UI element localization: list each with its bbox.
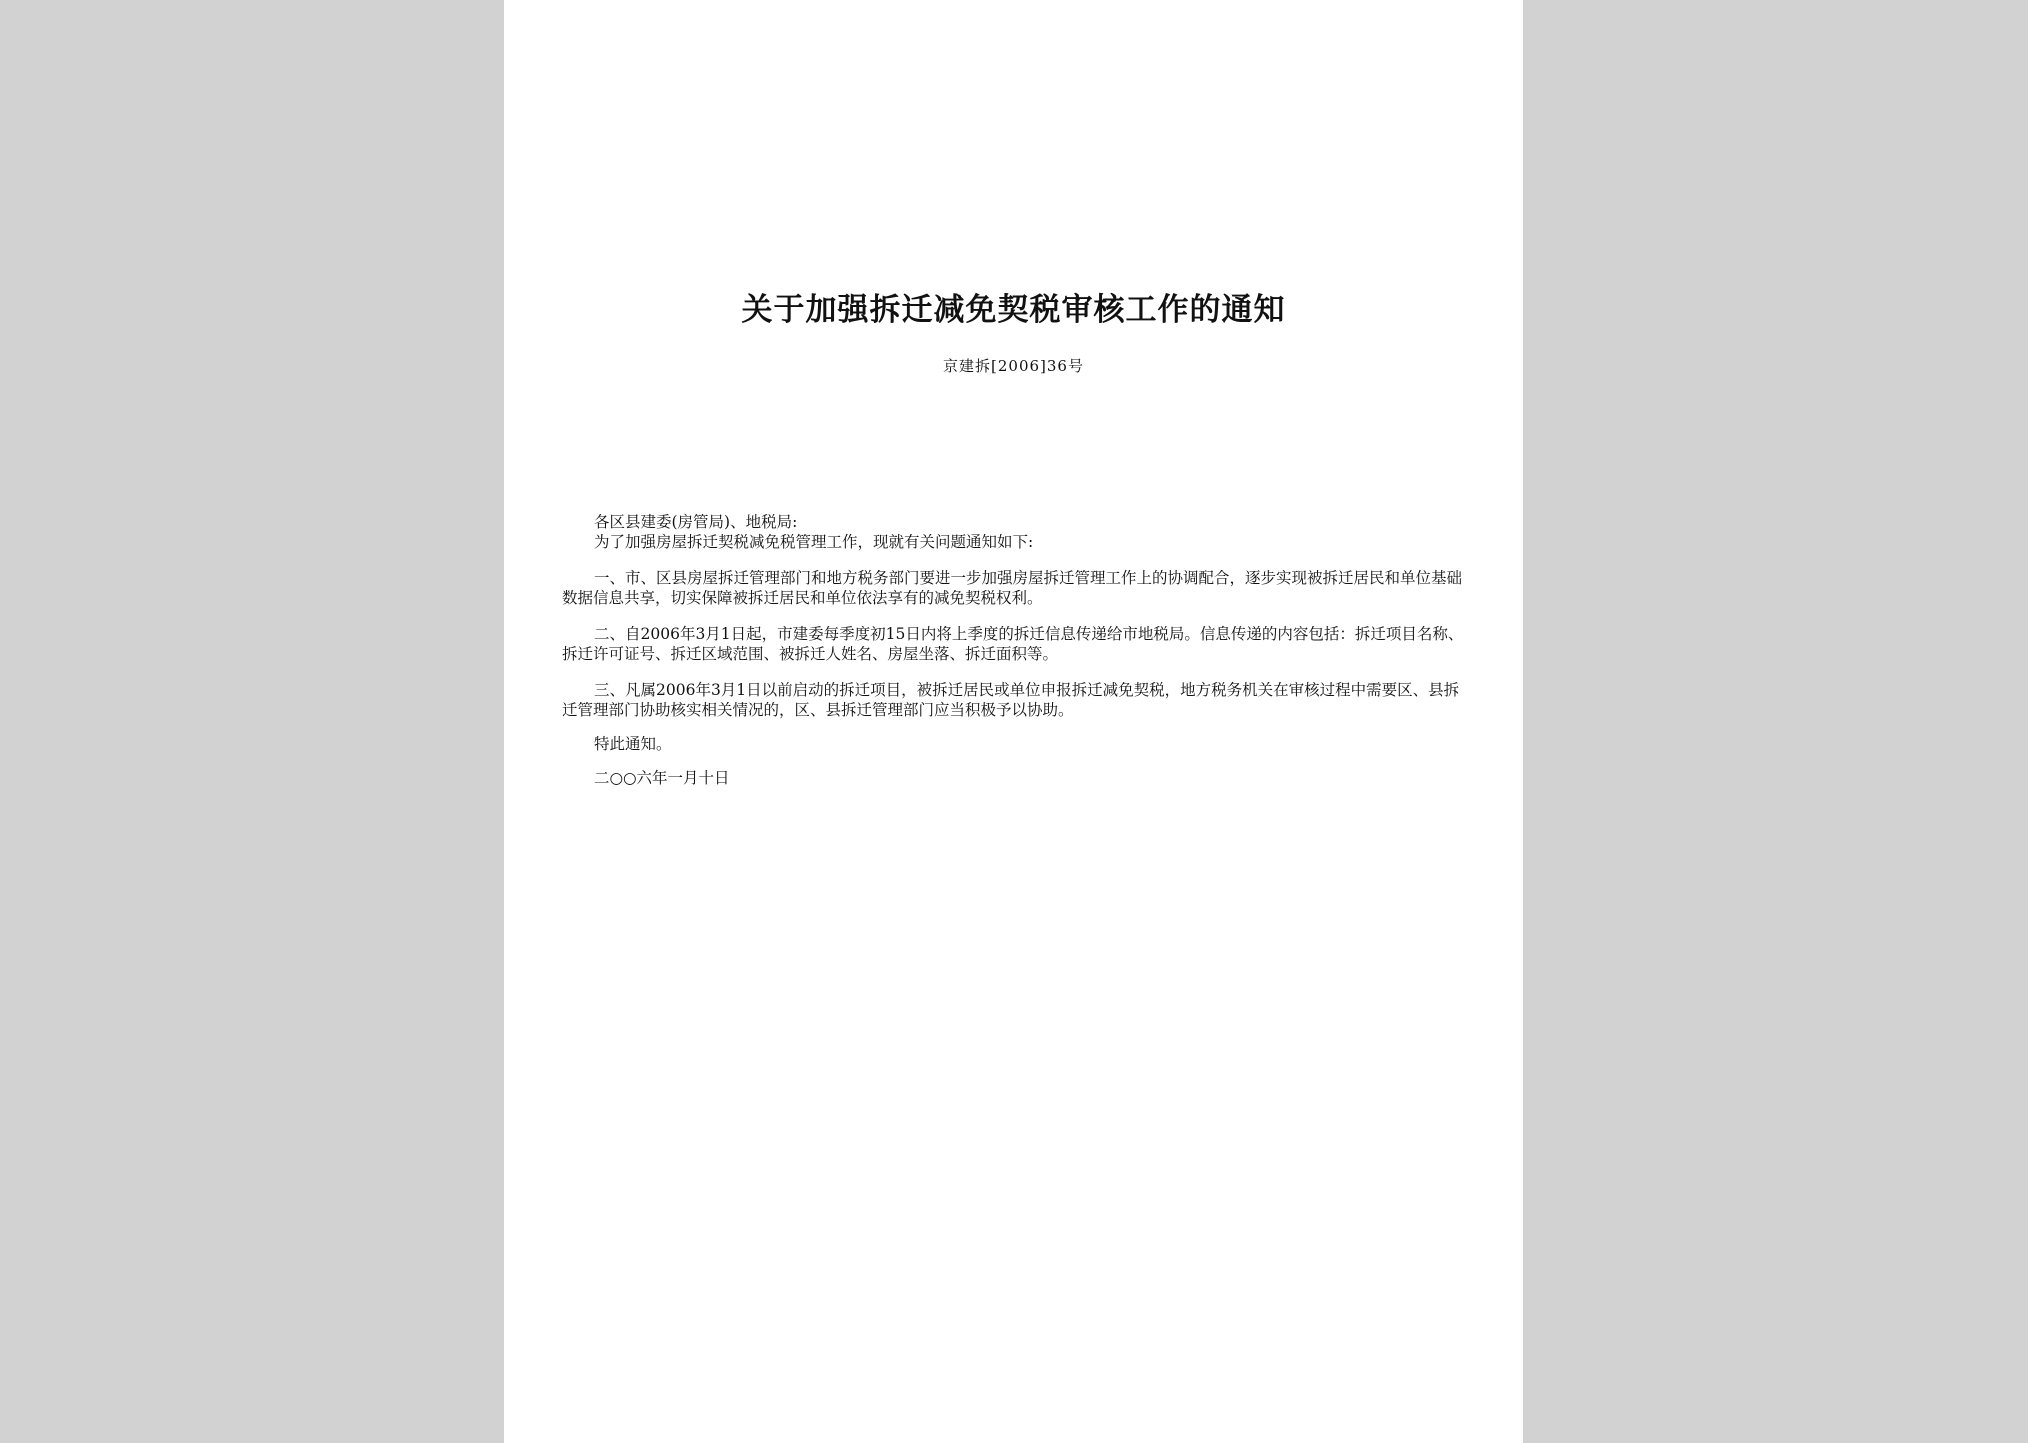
paragraph-item-3: 三、凡属2006年3月1日以前启动的拆迁项目，被拆迁居民或单位申报拆迁减免契税，地方税务机关在审核过程中需要区、县拆迁管理部门协助核实相关情况的，区、县拆迁管理部门应当积极予以协助。 [562,681,1460,719]
document-title: 关于加强拆迁减免契税审核工作的通知 [741,292,1286,328]
paragraph-item-1: 一、市、区县房屋拆迁管理部门和地方税务部门要进一步加强房屋拆迁管理工作上的协调配合，逐步实现被拆迁居民和单位基础数据信息共享，切实保障被拆迁居民和单位依法享有的减免契税权利。 [562,569,1463,607]
salutation: 各区县建委(房管局)、地税局: [594,513,798,531]
paragraph-item-2: 二、自2006年3月1日起，市建委每季度初15日内将上季度的拆迁信息传递给市地税局。信息传递的内容包括：拆迁项目名称、拆迁许可证号、拆迁区域范围、被拆迁人姓名、房屋坐落、拆迁面积等。 [562,625,1464,663]
closing-line: 特此通知。 [594,735,672,753]
document-date: 二○○六年一月十日 [594,769,730,787]
document-page [504,0,1523,1443]
intro-paragraph: 为了加强房屋拆迁契税减免税管理工作，现就有关问题通知如下: [594,533,1034,551]
document-number: 京建拆[2006]36号 [943,357,1084,375]
document-body [562,512,1472,788]
